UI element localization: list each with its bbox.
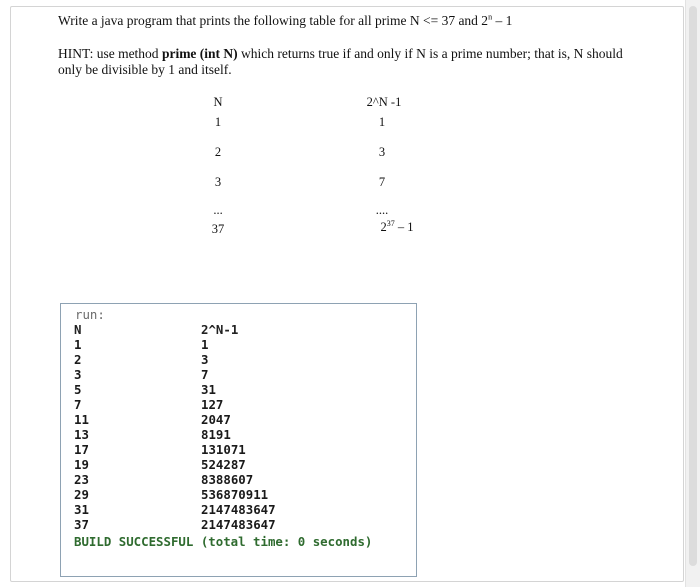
console-rows bbox=[74, 337, 404, 532]
console-row: 23 8388607 bbox=[74, 472, 254, 487]
console-run-label: run: bbox=[75, 307, 105, 322]
example-cell-v: 3 bbox=[378, 145, 386, 159]
console-row: 29 536870911 bbox=[74, 487, 269, 502]
console-output bbox=[60, 303, 417, 577]
console-row: 31 2147483647 bbox=[74, 502, 276, 517]
example-cell-n: ... bbox=[213, 203, 223, 217]
console-row: 2 3 bbox=[74, 352, 209, 367]
console-header-v: 2^N-1 bbox=[201, 322, 239, 337]
console-row: 11 2047 bbox=[74, 412, 231, 427]
example-cell-v-formula: $2^{37} - 1$ bbox=[380, 218, 414, 234]
example-cell-n: 37 bbox=[211, 222, 225, 236]
console-row: 19 524287 bbox=[74, 457, 246, 472]
console-header-n: N bbox=[74, 322, 82, 337]
console-row: 7 127 bbox=[74, 397, 224, 412]
console-row: 1 1 bbox=[74, 337, 209, 352]
example-cell-n: 2 bbox=[214, 145, 222, 159]
example-cell-v: .... bbox=[375, 203, 389, 217]
example-cell-n: 3 bbox=[214, 175, 222, 189]
hint-method-name: prime (int N) bbox=[161, 46, 238, 61]
example-header-n: N bbox=[213, 95, 223, 109]
scrollbar-thumb[interactable] bbox=[689, 6, 697, 566]
question-text bbox=[58, 13, 648, 78]
example-cell-v: 7 bbox=[378, 175, 386, 189]
example-cell-v: 1 bbox=[378, 115, 386, 129]
example-header-v: 2^N -1 bbox=[366, 95, 402, 109]
console-row: 37 2147483647 bbox=[74, 517, 276, 532]
example-cell-n: 1 bbox=[214, 115, 222, 129]
console-row: 17 131071 bbox=[74, 442, 246, 457]
build-status-message: BUILD SUCCESSFUL (total time: 0 seconds) bbox=[74, 534, 373, 549]
console-row: 5 31 bbox=[74, 382, 216, 397]
console-row: 3 7 bbox=[74, 367, 209, 382]
question-line: Write a java program that prints the following table for all prime N <= 37 and 2$^n$ – 1 bbox=[58, 12, 513, 28]
vertical-scrollbar[interactable] bbox=[685, 0, 700, 587]
console-row: 13 8191 bbox=[74, 427, 231, 442]
hint-text-line2: only be divisible by 1 and itself. bbox=[58, 62, 232, 77]
hint-text: HINT: use method prime (int N) which returns true if and only if N is a prime number; that is, N should bbox=[58, 46, 623, 61]
